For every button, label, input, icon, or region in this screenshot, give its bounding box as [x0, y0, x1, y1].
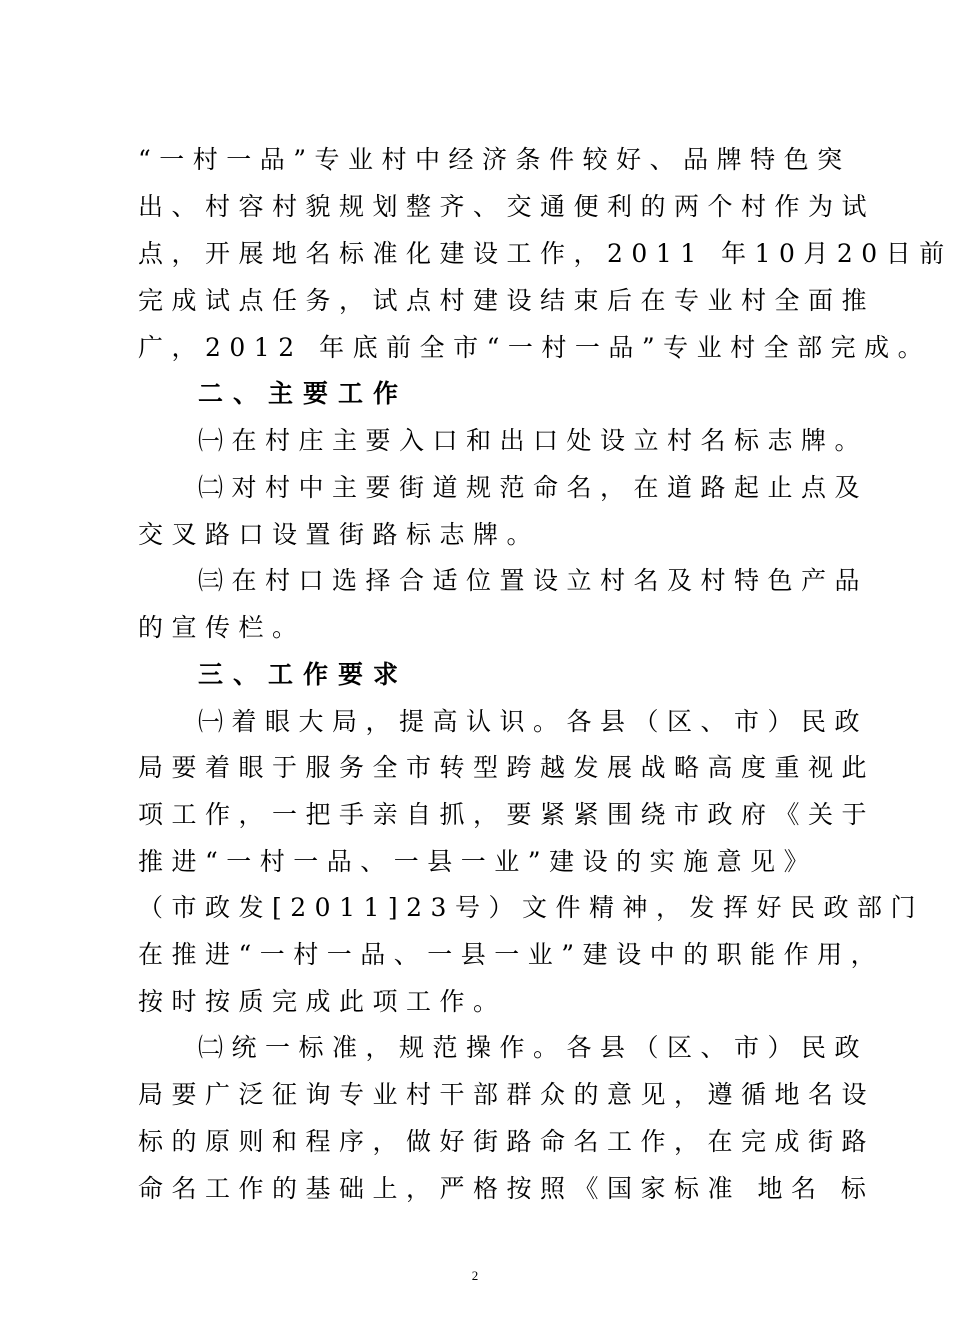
text-line: 出、村容村貌规划整齐、交通便利的两个村作为试	[138, 192, 876, 221]
text-line: ㈠着眼大局，提高认识。各县（区、市）民政	[198, 707, 869, 736]
section-heading: 二、主要工作	[198, 379, 409, 408]
text-line: 点，开展地名标准化建设工作，2011 年10月20日前	[138, 239, 953, 268]
text-line: 完成试点任务，试点村建设结束后在专业村全面推	[138, 286, 876, 315]
text-line: ㈢在村口选择合适位置设立村名及村特色产品	[198, 566, 869, 595]
text-line: ㈡统一标准，规范操作。各县（区、市）民政	[198, 1033, 869, 1062]
text-line: 推进“一村一品、一县一业”建设的实施意见》	[138, 847, 818, 876]
text-line: “一村一品”专业村中经济条件较好、品牌特色突	[138, 145, 851, 174]
text-line: （市政发[2011]23号）文件精神，发挥好民政部门	[138, 893, 924, 922]
text-line: 按时按质完成此项工作。	[138, 987, 507, 1016]
text-line: 局要着眼于服务全市转型跨越发展战略高度重视此	[138, 753, 876, 782]
text-line: 交叉路口设置街路标志牌。	[138, 520, 541, 549]
text-line: 标的原则和程序，做好街路命名工作，在完成街路	[138, 1127, 876, 1156]
text-line: 广，2012 年底前全市“一村一品”专业村全部完成。	[138, 333, 932, 362]
text-line: ㈡对村中主要街道规范命名，在道路起止点及	[198, 473, 869, 502]
text-line: ㈠在村庄主要入口和出口处设立村名标志牌。	[198, 426, 869, 455]
text-line: 项工作，一把手亲自抓，要紧紧围绕市政府《关于	[138, 800, 876, 829]
text-line: 在推进“一村一品、一县一业”建设中的职能作用，	[138, 940, 885, 969]
section-heading: 三、工作要求	[198, 660, 409, 689]
text-line: 命名工作的基础上，严格按照《国家标准 地名 标	[138, 1174, 875, 1203]
page-number: 2	[471, 1268, 479, 1283]
text-line: 局要广泛征询专业村干部群众的意见，遵循地名设	[138, 1080, 876, 1109]
text-line: 的宣传栏。	[138, 613, 306, 642]
